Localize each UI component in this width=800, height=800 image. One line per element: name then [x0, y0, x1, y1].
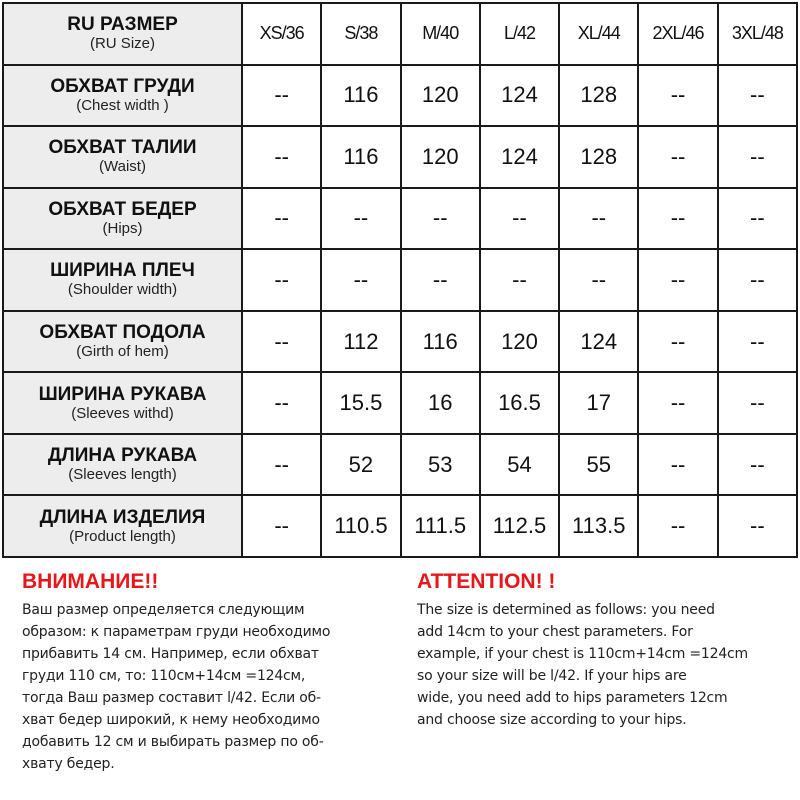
attention-notice-en — [417, 568, 797, 788]
measurement-label-en: (Sleeves withd) — [71, 404, 174, 422]
measurement-value-cell: -- — [559, 188, 638, 250]
measurement-value-cell: 111.5 — [401, 495, 480, 557]
measurement-value-cell: 116 — [321, 65, 400, 127]
measurement-value-cell: 116 — [401, 311, 480, 373]
measurement-label-ru: ДЛИНА ИЗДЕЛИЯ — [39, 506, 206, 528]
measurement-label-en: (Hips) — [102, 219, 143, 237]
measurement-value-cell: 116 — [321, 126, 400, 188]
measurement-value-cell: 54 — [480, 434, 559, 496]
measurement-label-cell — [3, 249, 242, 311]
size-chart-table — [2, 2, 798, 558]
measurement-label-cell — [3, 495, 242, 557]
measurement-value-cell: -- — [401, 249, 480, 311]
measurement-label-en: (Product length) — [69, 527, 176, 545]
measurement-label-ru: ОБХВАТ БЕДЕР — [48, 198, 197, 220]
measurement-label-ru: ОБХВАТ ТАЛИИ — [48, 137, 197, 159]
measurement-value-cell: -- — [718, 188, 797, 250]
measurement-value-cell: 112 — [321, 311, 400, 373]
measurement-value-cell: 16 — [401, 372, 480, 434]
measurement-value-cell: -- — [718, 249, 797, 311]
size-chart-body — [3, 3, 797, 557]
measurement-value-cell: 110.5 — [321, 495, 400, 557]
measurement-label-cell — [3, 126, 242, 188]
size-header-cell: 3XL/48 — [718, 3, 797, 65]
measurement-label-en: (Waist) — [99, 158, 146, 176]
measurement-label-ru: ОБХВАТ ПОДОЛА — [39, 322, 206, 343]
measurement-row — [3, 495, 797, 557]
measurement-label-cell — [3, 188, 242, 250]
measurement-value-cell: 112.5 — [480, 495, 559, 557]
measurement-value-cell: 120 — [401, 65, 480, 127]
measurement-row — [3, 249, 797, 311]
attention-title-en: ATTENTION! ! — [417, 570, 556, 593]
measurement-row — [3, 188, 797, 250]
size-header-label-ru: RU РАЗМЕР — [67, 14, 178, 36]
measurement-value-cell: -- — [242, 249, 321, 311]
measurement-value-cell: -- — [638, 249, 717, 311]
measurement-value-cell: 16.5 — [480, 372, 559, 434]
size-header-row — [3, 3, 797, 65]
measurement-value-cell: -- — [638, 372, 717, 434]
measurement-label-ru: ШИРИНА РУКАВА — [38, 383, 207, 405]
measurement-value-cell: -- — [242, 311, 321, 373]
measurement-label-ru: ОБХВАТ ГРУДИ — [50, 75, 195, 97]
measurement-value-cell: -- — [638, 126, 717, 188]
measurement-value-cell: 124 — [480, 126, 559, 188]
attention-text-en: The size is determined as follows: you need add 14cm to your chest parameters. For example, if your chest is 110cm+14cm =124cm so your size will be l/42. If your hips are wide, you need add to hips parameters 12cm and choose size according to your hips. — [417, 602, 748, 728]
measurement-label-en: (Chest width ) — [76, 96, 169, 114]
measurement-value-cell: -- — [242, 434, 321, 496]
measurement-label-en: (Shoulder width) — [67, 281, 178, 299]
measurement-value-cell: 120 — [401, 126, 480, 188]
measurement-value-cell: -- — [242, 188, 321, 250]
measurement-value-cell: -- — [718, 495, 797, 557]
attention-notice-ru — [22, 568, 407, 788]
measurement-value-cell: -- — [638, 434, 717, 496]
measurement-value-cell: 53 — [401, 434, 480, 496]
size-header-label-cell — [3, 3, 242, 65]
measurement-label-ru: ДЛИНА РУКАВА — [47, 445, 198, 467]
measurement-value-cell: -- — [242, 495, 321, 557]
measurement-value-cell: 124 — [480, 65, 559, 127]
measurement-value-cell: 128 — [559, 65, 638, 127]
measurement-value-cell: -- — [401, 188, 480, 250]
measurement-value-cell: 113.5 — [559, 495, 638, 557]
measurement-value-cell: -- — [638, 188, 717, 250]
measurement-label-en: (Girth of hem) — [76, 343, 169, 360]
measurement-value-cell: -- — [242, 126, 321, 188]
measurement-value-cell: 15.5 — [321, 372, 400, 434]
size-header-cell: M/40 — [401, 3, 480, 65]
measurement-value-cell: -- — [718, 65, 797, 127]
measurement-label-en: (Sleeves length) — [68, 466, 177, 484]
size-header-cell: S/38 — [321, 3, 400, 65]
measurement-label-cell — [3, 434, 242, 496]
measurement-value-cell: 120 — [480, 311, 559, 373]
attention-title-ru: ВНИМАНИЕ!! — [22, 570, 159, 593]
measurement-value-cell: 17 — [559, 372, 638, 434]
size-header-cell: L/42 — [480, 3, 559, 65]
measurement-value-cell: 128 — [559, 126, 638, 188]
measurement-value-cell: -- — [321, 188, 400, 250]
measurement-value-cell: -- — [559, 249, 638, 311]
measurement-row — [3, 65, 797, 127]
measurement-value-cell: 55 — [559, 434, 638, 496]
measurement-value-cell: -- — [321, 249, 400, 311]
measurement-value-cell: -- — [242, 372, 321, 434]
attention-text-ru: Ваш размер определяется следующим образом: к параметрам груди необходимо прибавить 14 см. Например, если обхват груди 110 см, то: 110см+14см =124см, тогда Ваш размер составит l/42. Если об- хват бедер широкий, к нему необходимо добавить 12 см и выбирать размер по об- хвату бедер. — [22, 602, 331, 772]
measurement-value-cell: -- — [638, 65, 717, 127]
measurement-label-cell — [3, 311, 242, 373]
measurement-value-cell: -- — [718, 372, 797, 434]
measurement-value-cell: -- — [242, 65, 321, 127]
measurement-value-cell: -- — [480, 188, 559, 250]
size-header-label-en: (RU Size) — [89, 35, 155, 53]
measurement-row — [3, 311, 797, 373]
measurement-row — [3, 372, 797, 434]
measurement-label-ru: ШИРИНА ПЛЕЧ — [50, 260, 195, 282]
measurement-row — [3, 126, 797, 188]
measurement-value-cell: -- — [718, 311, 797, 373]
size-header-cell: 2XL/46 — [638, 3, 717, 65]
measurement-value-cell: -- — [718, 126, 797, 188]
measurement-row — [3, 434, 797, 496]
measurement-value-cell: -- — [638, 311, 717, 373]
size-header-cell: XS/36 — [242, 3, 321, 65]
measurement-label-cell — [3, 65, 242, 127]
measurement-value-cell: -- — [638, 495, 717, 557]
measurement-value-cell: -- — [480, 249, 559, 311]
measurement-value-cell: 52 — [321, 434, 400, 496]
measurement-value-cell: -- — [718, 434, 797, 496]
size-header-cell: XL/44 — [559, 3, 638, 65]
measurement-label-cell — [3, 372, 242, 434]
measurement-value-cell: 124 — [559, 311, 638, 373]
